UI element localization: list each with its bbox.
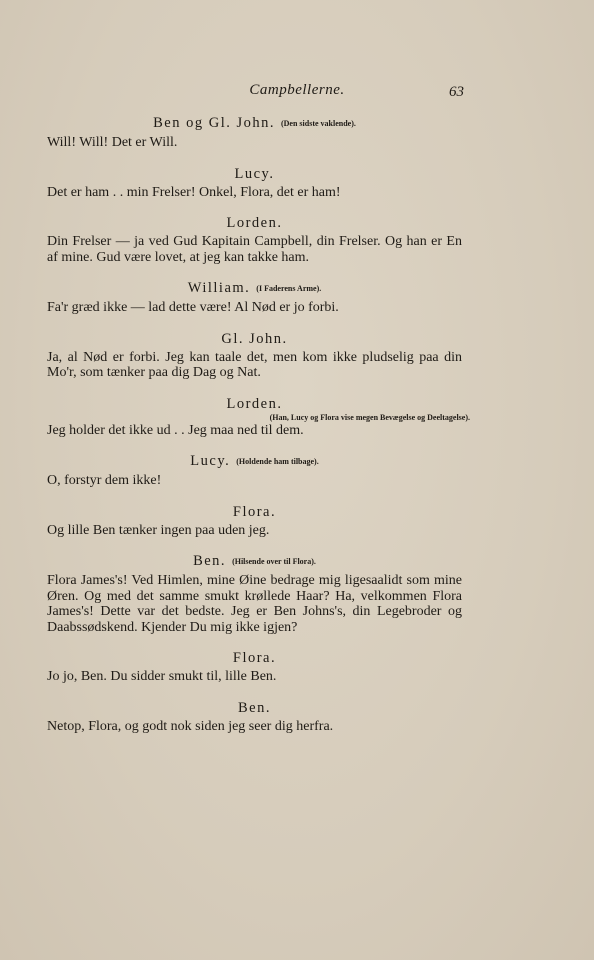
speaker-name: Flora. [232,650,277,666]
speech-text: Jo jo, Ben. Du sidder smukt til, lille Ben. [47,669,277,684]
dialogue-block [47,165,462,201]
speech-text: Det er ham . . min Frelser! Onkel, Flora, det er ham! [47,184,341,200]
dialogue-block [47,330,462,381]
dialogue-block [47,552,462,635]
speech-text: Og lille Ben tænker ingen paa uden jeg. [47,522,270,538]
speaker-name: Lorden. [226,215,283,231]
speaker-label: Ben og Gl. John. [153,115,275,131]
stage-direction: (Den sidste vaklende). [280,119,356,128]
speech-text: Din Frelser — ja ved Gud Kapitain Campbell, din Frelser. Og han er En af mine. Gud være lovet, at jeg kan takke ham. [47,234,462,265]
dialogue-block [47,503,462,539]
speaker-name [47,114,462,133]
speaker-name: Lucy. [234,165,275,182]
dialogue-block [47,649,462,685]
speaker-name: Lorden. [226,395,283,412]
speaker-label: William. [187,280,251,296]
dialogue-block [47,699,462,735]
dialogue-block [47,279,462,316]
running-title: Campbellerne. [249,82,345,98]
speaker-name [47,279,462,298]
speech-text: Flora James's! Ved Himlen, mine Øine bedrage mig ligesaalidt som mine Øren. Og med det samme smukt krøllede Haar? Ha, velkommen Flora James's! Dette var det bedste. Jeg er Ben Johns's, din Legebroder og Daabssødskend. Kjender Du mig ikke igjen? [47,573,462,635]
speech-text: Will! Will! Det er Will. [47,135,178,150]
speaker-name [47,452,462,471]
speech-text: Jeg holder det ikke ud . . Jeg maa ned til dem. [47,422,304,438]
speaker-name [47,552,462,571]
speech-text: Netop, Flora, og godt nok siden jeg seer dig herfra. [47,718,334,734]
speech-text: Fa'r græd ikke — lad dette være! Al Nød er jo forbi. [47,300,339,315]
dialogue-block [47,452,462,489]
stage-direction: (Holdende ham tilbage). [236,457,319,466]
speaker-name: Gl. John. [221,330,288,347]
stage-direction: (I Faderens Arme). [256,284,322,293]
dialogue-block [47,114,462,151]
stage-direction: (Hilsende over til Flora). [232,557,316,566]
page-body [47,114,470,734]
page-number: 63 [449,84,464,100]
speaker-name: Ben. [238,699,271,716]
page-header [0,82,594,106]
speech-text: Ja, al Nød er forbi. Jeg kan taale det, men kom ikke pludselig paa din Mo'r, som tænker paa dig Dag og Nat. [47,349,462,380]
speaker-name: Flora. [232,503,277,520]
dialogue-block [47,214,462,265]
speech-text: O, forstyr dem ikke! [47,473,162,488]
dialogue-block [47,395,470,439]
stage-direction: (Han, Lucy og Flora vise megen Bevægelse og Deeltagelse). [269,412,470,422]
speaker-label: Ben. [193,553,227,569]
speaker-label: Lucy. [190,453,231,469]
